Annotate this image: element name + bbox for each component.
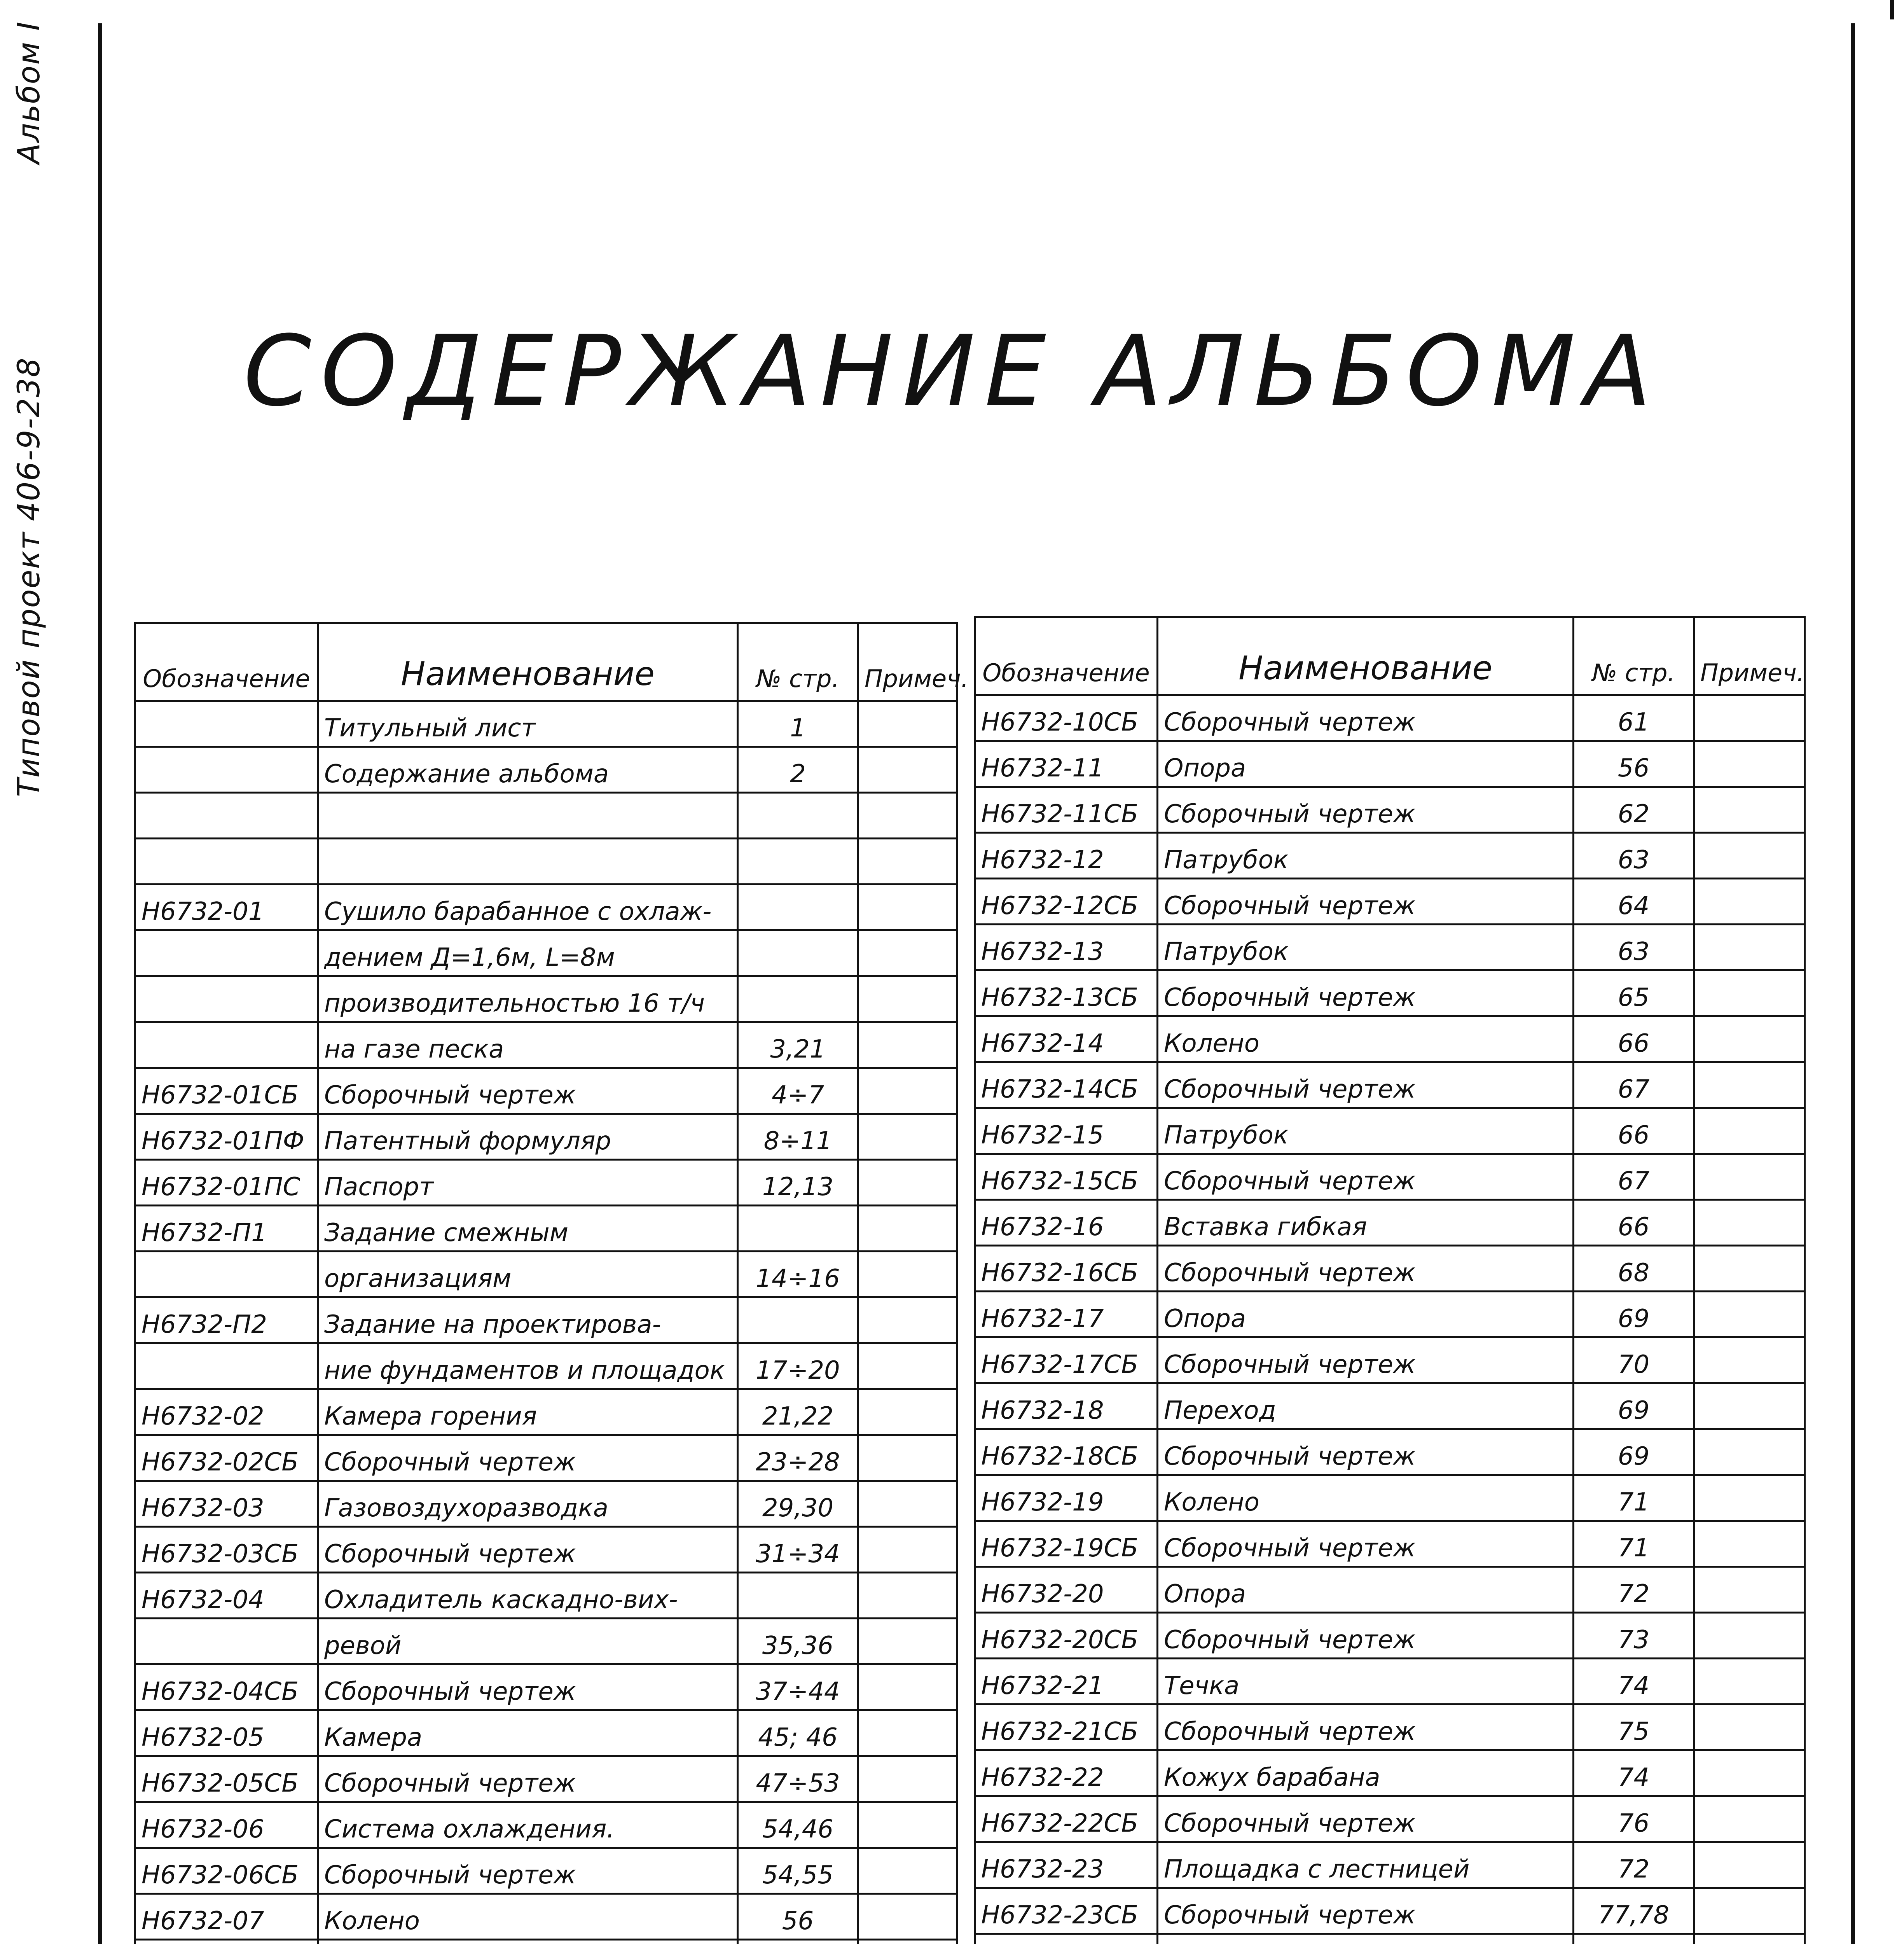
cell-page	[738, 930, 858, 976]
table-row	[975, 879, 1805, 925]
cell-page: 62	[1574, 787, 1694, 833]
cell-designation: Н6732-18СБ	[975, 1429, 1158, 1475]
header-note: Примеч.	[1694, 617, 1805, 695]
table-row	[135, 1206, 957, 1252]
cell-page: 31÷34	[738, 1527, 858, 1573]
cell-page	[1574, 1934, 1694, 1944]
cell-note	[858, 1343, 957, 1389]
cell-note	[1694, 1200, 1805, 1246]
cell-note	[1694, 1154, 1805, 1200]
cell-page: 1	[738, 701, 858, 747]
cell-designation: Н6732-14СБ	[975, 1062, 1158, 1108]
table-row	[975, 1108, 1805, 1154]
cell-page: 37÷44	[738, 1664, 858, 1710]
cell-designation	[135, 747, 318, 793]
cell-note	[858, 1573, 957, 1619]
cell-note	[1694, 1383, 1805, 1429]
table-row	[975, 1062, 1805, 1108]
cell-designation: Н6732-01ПФ	[135, 1114, 318, 1160]
cell-note	[1694, 1796, 1805, 1842]
cell-name: Сборочный чертеж	[1158, 1521, 1574, 1567]
cell-name: Титульный лист	[318, 701, 738, 747]
table-row	[975, 1429, 1805, 1475]
cell-name: Система охлаждения.	[318, 1802, 738, 1848]
cell-page	[738, 793, 858, 839]
cell-note	[1694, 1062, 1805, 1108]
cell-note	[858, 793, 957, 839]
cell-designation	[135, 976, 318, 1022]
table-row	[135, 976, 957, 1022]
table-row	[135, 1573, 957, 1619]
cell-designation: Н6732-23	[975, 1842, 1158, 1888]
cell-page: 77,78	[1574, 1888, 1694, 1934]
cell-note	[1694, 741, 1805, 787]
cell-page: 63	[1574, 925, 1694, 970]
cell-page: 71	[1574, 1521, 1694, 1567]
header-designation: Обозначение	[135, 623, 318, 701]
cell-page: 75	[1574, 1704, 1694, 1750]
cell-name: производительностью 16 т/ч	[318, 976, 738, 1022]
cell-designation: Н6732-20СБ	[975, 1613, 1158, 1659]
cell-page	[738, 1940, 858, 1944]
table-row	[135, 1068, 957, 1114]
cell-note	[858, 1435, 957, 1481]
cell-name: Сборочный чертеж	[318, 1756, 738, 1802]
cell-note	[1694, 787, 1805, 833]
table-row	[135, 701, 957, 747]
table-row	[975, 970, 1805, 1016]
cell-note	[858, 1389, 957, 1435]
cell-designation: Н6732-03	[135, 1481, 318, 1527]
cell-page: 56	[1574, 741, 1694, 787]
cell-note	[1694, 970, 1805, 1016]
cell-designation: Н6732-05	[135, 1710, 318, 1756]
cell-note	[858, 1848, 957, 1894]
cell-name: на газе песка	[318, 1022, 738, 1068]
cell-designation	[135, 1343, 318, 1389]
cell-page	[738, 839, 858, 885]
table-row	[135, 1848, 957, 1894]
cell-designation	[135, 793, 318, 839]
cell-page	[738, 976, 858, 1022]
cell-designation: Н6732-18	[975, 1383, 1158, 1429]
table-row	[975, 1475, 1805, 1521]
cell-note	[858, 701, 957, 747]
cell-page: 68	[1574, 1246, 1694, 1292]
cell-designation: Н6732-22СБ	[975, 1796, 1158, 1842]
table-row	[975, 1154, 1805, 1200]
cell-page: 45; 46	[738, 1710, 858, 1756]
table-row	[975, 1016, 1805, 1062]
table-row	[135, 839, 957, 885]
cell-designation	[135, 1252, 318, 1297]
cell-note	[858, 1894, 957, 1940]
cell-designation: Н6732-05СБ	[135, 1756, 318, 1802]
cell-note	[1694, 1292, 1805, 1337]
cell-name: Сборочный чертеж	[318, 1527, 738, 1573]
cell-designation: Н6732-01СБ	[135, 1068, 318, 1114]
cell-designation	[135, 1940, 318, 1944]
table-row	[975, 925, 1805, 970]
cell-name: Кожух барабана	[1158, 1750, 1574, 1796]
cell-name: Камера горения	[318, 1389, 738, 1435]
table-row	[135, 1710, 957, 1756]
cell-name: Паспорт	[318, 1160, 738, 1206]
cell-designation: Н6732-23СБ	[975, 1888, 1158, 1934]
cell-name: Площадка с лестницей	[1158, 1842, 1574, 1888]
table-row	[135, 1435, 957, 1481]
cell-note	[858, 1068, 957, 1114]
cell-page: 2	[738, 747, 858, 793]
table-row	[135, 1894, 957, 1940]
cell-name: Вставка гибкая	[1158, 1200, 1574, 1246]
cell-note	[1694, 1475, 1805, 1521]
cell-name: Патентный формуляр	[318, 1114, 738, 1160]
table-row	[135, 1527, 957, 1573]
cell-page: 17÷20	[738, 1343, 858, 1389]
cell-designation: Н6732-01ПС	[135, 1160, 318, 1206]
cell-name	[318, 793, 738, 839]
cell-note	[858, 1802, 957, 1848]
cell-name: Задание на проектирова-	[318, 1297, 738, 1343]
header-page: № стр.	[1574, 617, 1694, 695]
table-row	[975, 1521, 1805, 1567]
contents-table-left	[134, 622, 969, 1944]
header-name: Наименование	[318, 623, 738, 701]
cell-note	[858, 1022, 957, 1068]
header-page: № стр.	[738, 623, 858, 701]
cell-name: Сушило барабанное с охлаж-	[318, 885, 738, 930]
cell-name	[1158, 1934, 1574, 1944]
header-note: Примеч.	[858, 623, 957, 701]
cell-note	[858, 1114, 957, 1160]
cell-name: Сборочный чертеж	[318, 1848, 738, 1894]
cell-designation	[135, 701, 318, 747]
cell-designation: Н6732-02	[135, 1389, 318, 1435]
cell-name: Колено	[1158, 1016, 1574, 1062]
cell-page	[738, 1297, 858, 1343]
table-row	[975, 1383, 1805, 1429]
corner-mark	[1890, 0, 1894, 19]
cell-page: 3,21	[738, 1022, 858, 1068]
cell-name: Сборочный чертеж	[1158, 1613, 1574, 1659]
cell-page: 69	[1574, 1429, 1694, 1475]
cell-page: 56	[738, 1894, 858, 1940]
cell-name: Течка	[1158, 1659, 1574, 1704]
cell-designation: Н6732-19СБ	[975, 1521, 1158, 1567]
table-row	[975, 1246, 1805, 1292]
cell-note	[858, 1619, 957, 1664]
cell-note	[858, 1481, 957, 1527]
cell-page: 74	[1574, 1659, 1694, 1704]
cell-name: Охладитель каскадно-вих-	[318, 1573, 738, 1619]
project-label: Типовой проект 406-9-238	[12, 357, 47, 797]
cell-name: Сборочный чертеж	[1158, 1337, 1574, 1383]
cell-page: 63	[1574, 833, 1694, 879]
table-row	[135, 793, 957, 839]
table-row	[975, 1888, 1805, 1934]
cell-designation	[975, 1934, 1158, 1944]
cell-name: Сборочный чертеж	[318, 1435, 738, 1481]
contents-table-right	[974, 616, 1806, 1944]
cell-name: Камера	[318, 1710, 738, 1756]
cell-name: Сборочный чертеж	[318, 1068, 738, 1114]
cell-name	[318, 839, 738, 885]
cell-page: 76	[1574, 1796, 1694, 1842]
table-row	[135, 1343, 957, 1389]
cell-note	[1694, 1108, 1805, 1154]
cell-note	[858, 930, 957, 976]
table-row	[135, 1664, 957, 1710]
table-row	[135, 1802, 957, 1848]
cell-name: организациям	[318, 1252, 738, 1297]
cell-designation: Н6732-21	[975, 1659, 1158, 1704]
cell-note	[1694, 1934, 1805, 1944]
cell-page: 72	[1574, 1567, 1694, 1613]
cell-name: Сборочный чертеж	[1158, 970, 1574, 1016]
cell-page: 35,36	[738, 1619, 858, 1664]
table-row	[135, 885, 957, 930]
table-header-row	[975, 617, 1805, 695]
cell-page: 23÷28	[738, 1435, 858, 1481]
cell-name: Сборочный чертеж	[1158, 1796, 1574, 1842]
cell-designation: Н6732-22	[975, 1750, 1158, 1796]
cell-name: Сборочный чертеж	[1158, 1888, 1574, 1934]
cell-page: 73	[1574, 1613, 1694, 1659]
cell-designation: Н6732-16СБ	[975, 1246, 1158, 1292]
table-row	[135, 1160, 957, 1206]
cell-note	[1694, 1750, 1805, 1796]
cell-name: Патрубок	[1158, 1108, 1574, 1154]
cell-name: Сборочный чертеж	[1158, 695, 1574, 741]
cell-name: Газовоздухоразводка	[318, 1481, 738, 1527]
table-header-row	[135, 623, 957, 701]
cell-name: Опора	[1158, 741, 1574, 787]
album-label: Альбом I	[12, 21, 47, 164]
cell-page: 69	[1574, 1292, 1694, 1337]
table-row	[135, 1481, 957, 1527]
cell-note	[858, 1756, 957, 1802]
cell-note	[1694, 1842, 1805, 1888]
table-row	[975, 1337, 1805, 1383]
cell-designation: Н6732-06	[135, 1802, 318, 1848]
table-row	[975, 833, 1805, 879]
cell-note	[1694, 1337, 1805, 1383]
cell-page: 54,55	[738, 1848, 858, 1894]
table-row	[975, 1934, 1805, 1944]
cell-designation: Н6732-21СБ	[975, 1704, 1158, 1750]
contents-rows-right	[975, 695, 1805, 1944]
cell-note	[1694, 1429, 1805, 1475]
cell-page: 14÷16	[738, 1252, 858, 1297]
cell-name: Переход	[1158, 1383, 1574, 1429]
cell-page	[738, 1206, 858, 1252]
cell-page: 21,22	[738, 1389, 858, 1435]
cell-note	[1694, 1016, 1805, 1062]
cell-page: 66	[1574, 1200, 1694, 1246]
cell-page: 65	[1574, 970, 1694, 1016]
cell-designation: Н6732-11СБ	[975, 787, 1158, 833]
cell-note	[1694, 695, 1805, 741]
cell-designation: Н6732-10СБ	[975, 695, 1158, 741]
table-row	[135, 1252, 957, 1297]
cell-note	[858, 839, 957, 885]
contents-rows-left	[135, 701, 957, 1944]
cell-page: 71	[1574, 1475, 1694, 1521]
cell-note	[858, 976, 957, 1022]
table-row	[975, 1567, 1805, 1613]
cell-designation: Н6732-04СБ	[135, 1664, 318, 1710]
cell-name: Сборочный чертеж	[1158, 787, 1574, 833]
cell-page: 47÷53	[738, 1756, 858, 1802]
cell-name: Задание смежным	[318, 1206, 738, 1252]
cell-page: 66	[1574, 1016, 1694, 1062]
cell-note	[1694, 1246, 1805, 1292]
table-row	[975, 1292, 1805, 1337]
cell-page: 29,30	[738, 1481, 858, 1527]
cell-name: Сборочный чертеж	[1158, 1429, 1574, 1475]
cell-page: 74	[1574, 1750, 1694, 1796]
cell-name	[318, 1940, 738, 1944]
cell-note	[858, 1664, 957, 1710]
cell-name: Сборочный чертеж	[1158, 879, 1574, 925]
cell-name: Колено	[318, 1894, 738, 1940]
table-row	[135, 1022, 957, 1068]
cell-note	[858, 1527, 957, 1573]
table-row	[975, 1842, 1805, 1888]
cell-page: 54,46	[738, 1802, 858, 1848]
cell-designation: Н6732-04	[135, 1573, 318, 1619]
table-row	[135, 1756, 957, 1802]
page-title: СОДЕРЖАНИЕ АЛЬБОМА	[243, 315, 1661, 428]
cell-name: Патрубок	[1158, 833, 1574, 879]
table-row	[135, 930, 957, 976]
cell-designation: Н6732-20	[975, 1567, 1158, 1613]
cell-note	[858, 1160, 957, 1206]
cell-designation: Н6732-П1	[135, 1206, 318, 1252]
cell-page: 64	[1574, 879, 1694, 925]
cell-name: Сборочный чертеж	[1158, 1062, 1574, 1108]
cell-page: 67	[1574, 1062, 1694, 1108]
table-row	[135, 1389, 957, 1435]
table-row	[975, 1200, 1805, 1246]
cell-page: 4÷7	[738, 1068, 858, 1114]
cell-page: 61	[1574, 695, 1694, 741]
cell-designation: Н6732-03СБ	[135, 1527, 318, 1573]
cell-designation: Н6732-12СБ	[975, 879, 1158, 925]
cell-name: Патрубок	[1158, 925, 1574, 970]
table-row	[135, 1619, 957, 1664]
cell-designation: Н6732-13СБ	[975, 970, 1158, 1016]
cell-name: Опора	[1158, 1292, 1574, 1337]
cell-name: дением Д=1,6м, L=8м	[318, 930, 738, 976]
cell-note	[858, 747, 957, 793]
cell-note	[1694, 1521, 1805, 1567]
cell-designation: Н6732-15СБ	[975, 1154, 1158, 1200]
header-designation: Обозначение	[975, 617, 1158, 695]
cell-page: 12,13	[738, 1160, 858, 1206]
table-row	[135, 1297, 957, 1343]
cell-note	[858, 1297, 957, 1343]
table-row	[975, 1659, 1805, 1704]
cell-name: ние фундаментов и площадок	[318, 1343, 738, 1389]
cell-designation: Н6732-17	[975, 1292, 1158, 1337]
table-row	[135, 1114, 957, 1160]
cell-designation	[135, 839, 318, 885]
cell-note	[1694, 879, 1805, 925]
cell-designation: Н6732-06СБ	[135, 1848, 318, 1894]
table-row	[975, 741, 1805, 787]
cell-page	[738, 885, 858, 930]
cell-designation: Н6732-12	[975, 833, 1158, 879]
table-row	[135, 747, 957, 793]
cell-note	[1694, 833, 1805, 879]
cell-name: Сборочный чертеж	[318, 1664, 738, 1710]
cell-name: Сборочный чертеж	[1158, 1246, 1574, 1292]
cell-designation	[135, 1619, 318, 1664]
header-name: Наименование	[1158, 617, 1574, 695]
cell-page: 69	[1574, 1383, 1694, 1429]
cell-designation: Н6732-02СБ	[135, 1435, 318, 1481]
cell-note	[1694, 1567, 1805, 1613]
cell-designation: Н6732-11	[975, 741, 1158, 787]
cell-designation: Н6732-01	[135, 885, 318, 930]
cell-page: 66	[1574, 1108, 1694, 1154]
table-row	[975, 1613, 1805, 1659]
cell-note	[858, 885, 957, 930]
cell-designation: Н6732-П2	[135, 1297, 318, 1343]
cell-note	[858, 1252, 957, 1297]
cell-note	[858, 1710, 957, 1756]
cell-note	[1694, 925, 1805, 970]
table-row	[975, 695, 1805, 741]
cell-note	[1694, 1659, 1805, 1704]
table-row	[135, 1940, 957, 1944]
cell-name: Колено	[1158, 1475, 1574, 1521]
cell-designation: Н6732-07	[135, 1894, 318, 1940]
cell-designation: Н6732-16	[975, 1200, 1158, 1246]
cell-page	[738, 1573, 858, 1619]
cell-designation: Н6732-19	[975, 1475, 1158, 1521]
cell-page: 8÷11	[738, 1114, 858, 1160]
cell-note	[1694, 1704, 1805, 1750]
cell-note	[1694, 1888, 1805, 1934]
cell-page: 70	[1574, 1337, 1694, 1383]
cell-note	[858, 1940, 957, 1944]
cell-name: Сборочный чертеж	[1158, 1704, 1574, 1750]
table-row	[975, 1796, 1805, 1842]
cell-name: Сборочный чертеж	[1158, 1154, 1574, 1200]
cell-note	[858, 1206, 957, 1252]
table-row	[975, 1704, 1805, 1750]
cell-designation: Н6732-13	[975, 925, 1158, 970]
cell-designation: Н6732-14	[975, 1016, 1158, 1062]
cell-name: Опора	[1158, 1567, 1574, 1613]
cell-page: 67	[1574, 1154, 1694, 1200]
cell-designation: Н6732-15	[975, 1108, 1158, 1154]
cell-name: ревой	[318, 1619, 738, 1664]
cell-name: Содержание альбома	[318, 747, 738, 793]
cell-note	[1694, 1613, 1805, 1659]
cell-page: 72	[1574, 1842, 1694, 1888]
cell-designation: Н6732-17СБ	[975, 1337, 1158, 1383]
cell-designation	[135, 1022, 318, 1068]
table-row	[975, 1750, 1805, 1796]
cell-designation	[135, 930, 318, 976]
table-row	[975, 787, 1805, 833]
